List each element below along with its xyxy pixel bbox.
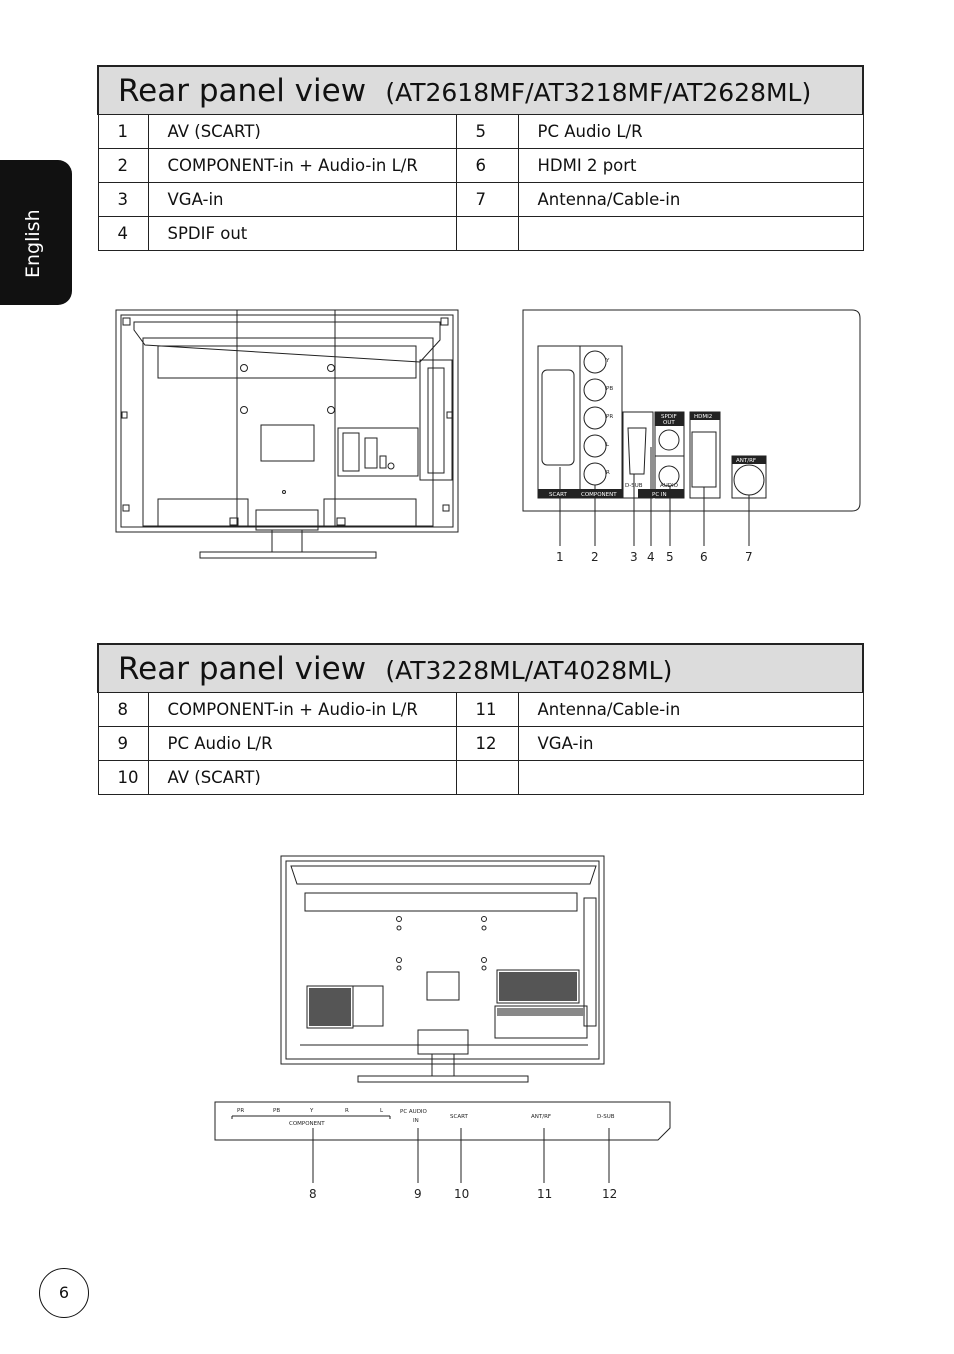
item-number: 3 [98,183,148,217]
section-1-title: Rear panel view [118,72,367,109]
item-label: VGA-in [518,727,863,761]
connector-panel-1 [523,310,860,511]
callout-11: 11 [537,1187,553,1201]
item-label: HDMI 2 port [518,149,863,183]
callout-4: 4 [647,550,655,564]
label-l: L [380,1108,384,1114]
item-number: 6 [456,149,518,183]
label-pc-in: PC IN [652,492,667,498]
connector-panel-2 [215,1102,670,1140]
callout-2: 2 [591,550,599,564]
label-scart: SCART [450,1114,468,1120]
item-number: 12 [456,727,518,761]
item-label: Antenna/Cable-in [518,693,863,727]
item-label: PC Audio L/R [148,727,456,761]
item-label: COMPONENT-in + Audio-in L/R [148,693,456,727]
item-label: COMPONENT-in + Audio-in L/R [148,149,456,183]
item-number: 2 [98,149,148,183]
item-label: Antenna/Cable-in [518,183,863,217]
item-number: 9 [98,727,148,761]
section-2-title: Rear panel view [118,650,367,687]
label-scart: SCART [549,492,567,498]
label-component: COMPONENT [289,1121,325,1127]
callout-5: 5 [666,550,674,564]
tv-2-vents [309,972,585,1026]
callout-3: 3 [630,550,638,564]
label-dsub: D-SUB [625,483,643,489]
label-dsub: D-SUB [597,1114,615,1120]
label-r: R [345,1108,349,1114]
tv-rear-drawing-1 [116,310,458,558]
label-pc-audio: PC AUDIO [400,1109,427,1115]
callout-6: 6 [700,550,708,564]
callout-10: 10 [454,1187,470,1201]
item-number: 1 [98,115,148,149]
item-number: 7 [456,183,518,217]
label-pb: PB [273,1108,281,1114]
label-y: Y [606,358,610,364]
item-label: AV (SCART) [148,761,456,795]
item-number: 4 [98,217,148,251]
callout-9: 9 [414,1187,422,1201]
item-label: AV (SCART) [148,115,456,149]
label-antrf: ANT/RF [531,1114,552,1120]
callout-8: 8 [309,1187,317,1201]
item-number: 5 [456,115,518,149]
item-label: SPDIF out [148,217,456,251]
page-number: 6 [39,1268,89,1318]
label-r: R [606,470,610,476]
section-1-models: (AT2618MF/AT3218MF/AT2628ML) [385,77,812,107]
label-l: L [606,442,610,448]
callout-12: 12 [602,1187,618,1201]
callout-1: 1 [556,550,564,564]
label-pr: PR [237,1108,245,1114]
label-out: OUT [663,420,675,426]
label-antrf: ANT/RF [736,458,757,464]
label-audio: AUDIO [660,483,678,489]
item-number: 11 [456,693,518,727]
label-y: Y [310,1108,314,1114]
label-in: IN [413,1118,419,1124]
label-component: COMPONENT [581,492,617,498]
item-number: 8 [98,693,148,727]
label-hdmi2: HDMI2 [694,414,713,420]
item-number: 10 [98,761,148,795]
label-pb: PB [606,386,614,392]
section-2-models: (AT3228ML/AT4028ML) [385,655,673,685]
label-pr: PR [606,414,614,420]
item-label: PC Audio L/R [518,115,863,149]
language-label: English [22,209,44,278]
callout-lines-2 [313,1128,609,1183]
item-label: VGA-in [148,183,456,217]
tv-rear-drawing-2 [281,856,604,1082]
label-spdif: SPDIF [661,414,677,420]
callout-7: 7 [745,550,753,564]
